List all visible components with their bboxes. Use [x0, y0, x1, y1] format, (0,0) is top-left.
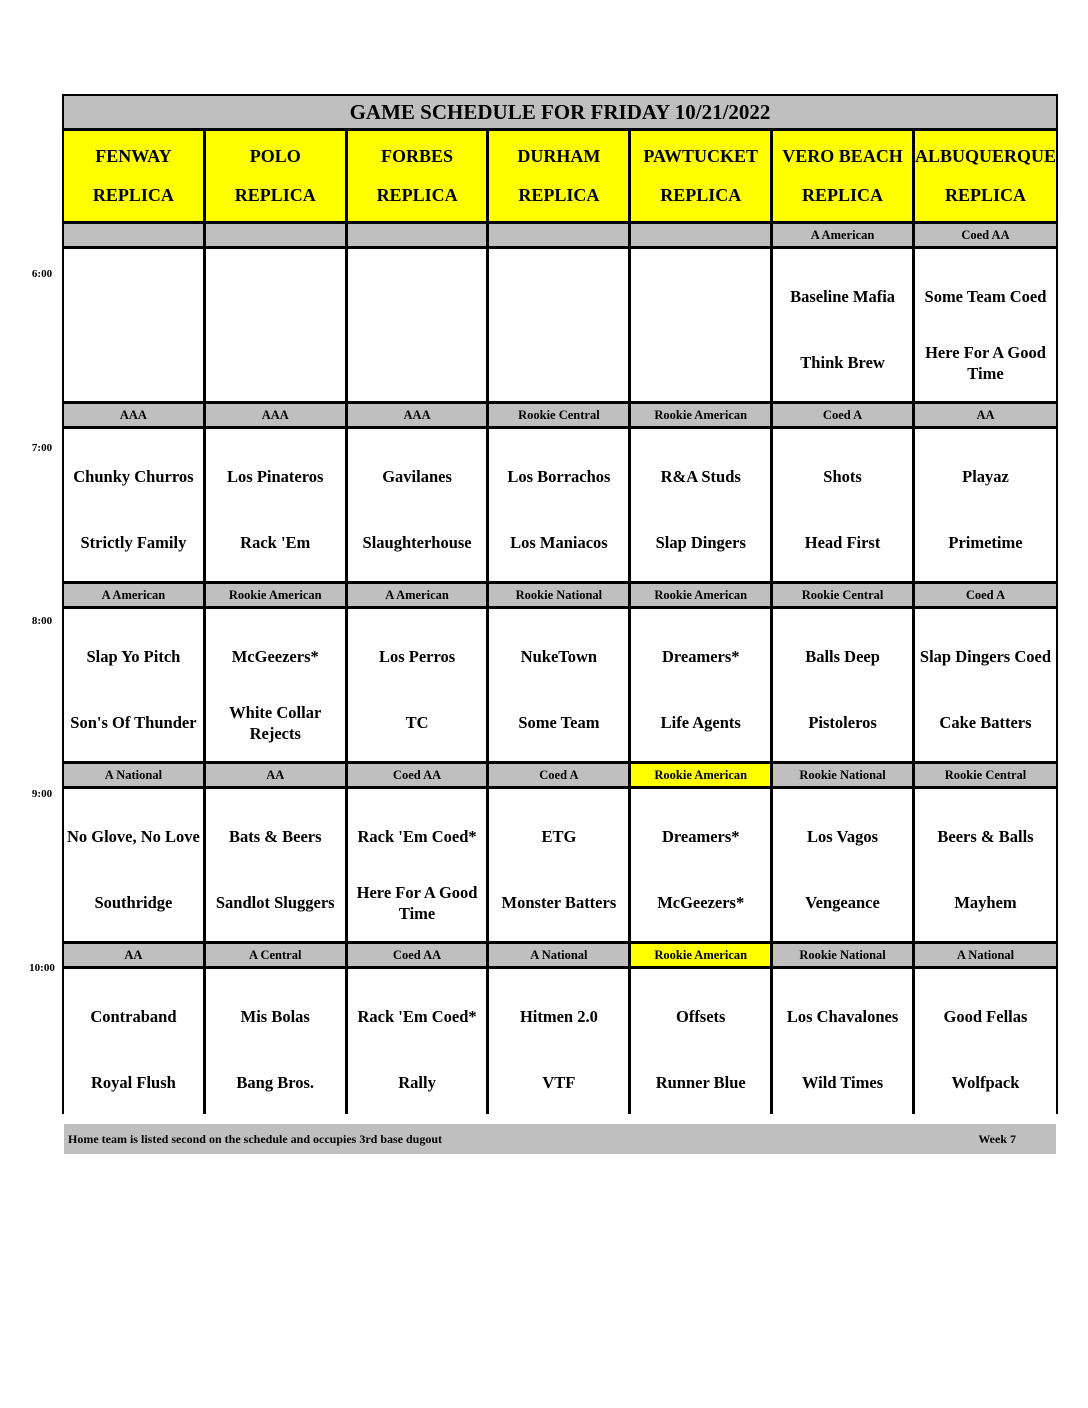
home-team: Strictly Family	[80, 533, 187, 553]
away-team: Gavilanes	[382, 467, 452, 487]
division-label: A Central	[206, 944, 345, 966]
division-label	[206, 224, 345, 246]
away-team: Los Chavalones	[786, 1007, 899, 1027]
schedule-title: GAME SCHEDULE FOR FRIDAY 10/21/2022	[64, 96, 1056, 128]
home-team: Runner Blue	[655, 1073, 746, 1093]
venue-name: POLO	[249, 146, 301, 166]
division-label: AAA	[206, 404, 345, 426]
away-team: Dreamers*	[661, 827, 740, 847]
game-cell	[206, 789, 345, 941]
away-team: Los Vagos	[807, 827, 879, 847]
away-team: R&A Studs	[660, 467, 741, 487]
game-cell	[773, 789, 912, 941]
venue-name: FORBES	[381, 146, 454, 166]
game-cell	[773, 609, 912, 761]
division-label: Coed A	[489, 764, 628, 786]
venue-header	[773, 131, 912, 221]
venue-subtitle: REPLICA	[234, 185, 316, 205]
division-label: Rookie American	[631, 944, 770, 966]
away-team: Dreamers*	[661, 647, 740, 667]
away-team: Contraband	[90, 1007, 177, 1027]
game-cell	[64, 789, 203, 941]
division-label: Coed AA	[348, 944, 487, 966]
game-cell	[64, 609, 203, 761]
away-team: NukeTown	[520, 647, 598, 667]
game-cell	[64, 249, 203, 401]
away-team: Shots	[823, 467, 862, 487]
division-label: A National	[489, 944, 628, 966]
away-team: Slap Yo Pitch	[86, 647, 181, 667]
home-team: Vengeance	[805, 893, 880, 913]
game-cell	[631, 249, 770, 401]
home-team: Here For A Good Time	[925, 342, 1046, 383]
venue-name: DURHAM	[517, 146, 601, 166]
division-label: Rookie Central	[773, 584, 912, 606]
venue-header	[64, 131, 203, 221]
division-label: Rookie American	[631, 404, 770, 426]
home-team: Slap Dingers	[655, 533, 746, 553]
time-slot-label: 6:00	[31, 268, 53, 280]
division-label: Rookie National	[773, 944, 912, 966]
footer-note: Home team is listed second on the schedule and occupies 3rd base dugout	[68, 1131, 443, 1146]
game-cell	[489, 789, 628, 941]
division-label	[64, 224, 203, 246]
week-label: Week 7	[978, 1131, 1016, 1146]
away-team: Balls Deep	[805, 647, 880, 667]
game-cell	[631, 429, 770, 581]
away-team: No Glove, No Love	[66, 827, 200, 847]
game-cell	[915, 969, 1056, 1121]
division-label: A National	[64, 764, 203, 786]
division-label: AAA	[64, 404, 203, 426]
venue-name: ALBUQUERQUE	[914, 146, 1056, 166]
away-team: Offsets	[675, 1007, 726, 1027]
venue-subtitle: REPLICA	[376, 185, 458, 205]
venue-header	[348, 131, 487, 221]
game-cell	[206, 609, 345, 761]
home-team: Wolfpack	[951, 1073, 1020, 1093]
away-team: Los Perros	[378, 647, 456, 667]
game-cell	[773, 429, 912, 581]
game-cell	[206, 969, 345, 1121]
division-label	[489, 224, 628, 246]
home-team: Son's Of Thunder	[70, 713, 197, 733]
home-team: Wild Times	[801, 1073, 884, 1093]
home-team: Slaughterhouse	[362, 533, 472, 553]
game-cell	[631, 789, 770, 941]
venue-subtitle: REPLICA	[518, 185, 600, 205]
away-team: Rack 'Em Coed*	[357, 827, 477, 847]
footer-bar	[64, 1124, 1056, 1154]
game-cell	[64, 429, 203, 581]
home-team: Rally	[398, 1073, 436, 1093]
division-label: Rookie Central	[915, 764, 1056, 786]
away-team: Beers & Balls	[937, 827, 1034, 847]
away-team: McGeezers*	[231, 647, 319, 667]
division-label: Rookie National	[489, 584, 628, 606]
home-team: VTF	[542, 1073, 576, 1093]
away-team: Rack 'Em Coed*	[357, 1007, 477, 1027]
home-team: Here For A Good Time	[356, 882, 478, 923]
game-cell	[489, 969, 628, 1121]
game-cell	[489, 429, 628, 581]
venue-subtitle: REPLICA	[92, 185, 174, 205]
division-label: Coed AA	[348, 764, 487, 786]
home-team: Los Maniacos	[510, 533, 608, 553]
home-team: McGeezers*	[657, 893, 745, 913]
home-team: Monster Batters	[501, 893, 617, 913]
home-team: Royal Flush	[91, 1073, 176, 1093]
division-label: A American	[773, 224, 912, 246]
time-slot-label: 10:00	[29, 962, 55, 974]
away-team: Los Borrachos	[507, 467, 611, 487]
home-team: Primetime	[948, 533, 1023, 553]
venue-name: VERO BEACH	[782, 146, 903, 166]
away-team: Slap Dingers Coed	[919, 647, 1052, 667]
venue-name: PAWTUCKET	[643, 146, 759, 166]
time-slot-label: 8:00	[31, 615, 53, 627]
game-cell	[348, 609, 487, 761]
division-label: Rookie American	[631, 584, 770, 606]
division-label: A National	[915, 944, 1056, 966]
home-team: Cake Batters	[939, 713, 1032, 733]
division-label: Rookie American	[631, 764, 770, 786]
game-cell	[915, 789, 1056, 941]
away-team: Mis Bolas	[240, 1007, 310, 1027]
game-cell	[348, 249, 487, 401]
division-label: Rookie Central	[489, 404, 628, 426]
venue-header	[489, 131, 628, 221]
home-team: Mayhem	[954, 893, 1017, 913]
venue-subtitle: REPLICA	[660, 185, 742, 205]
home-team: Head First	[804, 533, 881, 553]
division-label: A American	[64, 584, 203, 606]
game-cell	[915, 429, 1056, 581]
game-cell	[773, 249, 912, 401]
venue-subtitle: REPLICA	[802, 185, 884, 205]
game-cell	[773, 969, 912, 1121]
away-team: Good Fellas	[943, 1007, 1028, 1027]
time-slot-label: 9:00	[31, 788, 53, 800]
division-label: Coed A	[915, 584, 1056, 606]
game-cell	[915, 249, 1056, 401]
division-label: Rookie American	[206, 584, 345, 606]
division-label	[631, 224, 770, 246]
home-team: Life Agents	[660, 713, 741, 733]
game-cell	[489, 609, 628, 761]
game-cell	[206, 429, 345, 581]
home-team: Sandlot Sluggers	[215, 893, 335, 913]
division-label: Coed AA	[915, 224, 1056, 246]
home-team: Rack 'Em	[240, 533, 311, 553]
venue-header	[631, 131, 770, 221]
time-slot-label: 7:00	[31, 442, 53, 454]
home-team: TC	[405, 713, 429, 733]
home-team: Southridge	[94, 893, 173, 913]
game-cell	[631, 609, 770, 761]
division-label	[348, 224, 487, 246]
game-cell	[489, 249, 628, 401]
game-cell	[348, 969, 487, 1121]
schedule-table	[62, 94, 1058, 1146]
away-team: Chunky Churros	[73, 467, 194, 487]
away-team: Baseline Mafia	[790, 287, 896, 307]
game-cell	[348, 789, 487, 941]
game-cell	[915, 609, 1056, 761]
division-label: AA	[915, 404, 1056, 426]
division-label: AAA	[348, 404, 487, 426]
away-team: Some Team Coed	[924, 287, 1047, 307]
division-label: A American	[348, 584, 487, 606]
division-label: Coed A	[773, 404, 912, 426]
division-label: AA	[206, 764, 345, 786]
home-team: White Collar Rejects	[229, 702, 322, 743]
game-cell	[206, 249, 345, 401]
away-team: ETG	[541, 827, 577, 847]
division-label: AA	[64, 944, 203, 966]
venue-header	[206, 131, 345, 221]
away-team: Hitmen 2.0	[519, 1007, 598, 1027]
game-cell	[64, 969, 203, 1121]
division-label: Rookie National	[773, 764, 912, 786]
game-cell	[348, 429, 487, 581]
venue-name: FENWAY	[95, 146, 172, 166]
game-cell	[631, 969, 770, 1121]
venue-subtitle: REPLICA	[944, 185, 1026, 205]
home-team: Some Team	[518, 713, 600, 733]
away-team: Playaz	[962, 467, 1009, 487]
venue-header	[915, 131, 1056, 221]
home-team: Think Brew	[800, 353, 885, 373]
home-team: Pistoleros	[808, 713, 877, 733]
home-team: Bang Bros.	[236, 1073, 315, 1093]
away-team: Los Pinateros	[227, 467, 324, 487]
away-team: Bats & Beers	[228, 827, 322, 847]
